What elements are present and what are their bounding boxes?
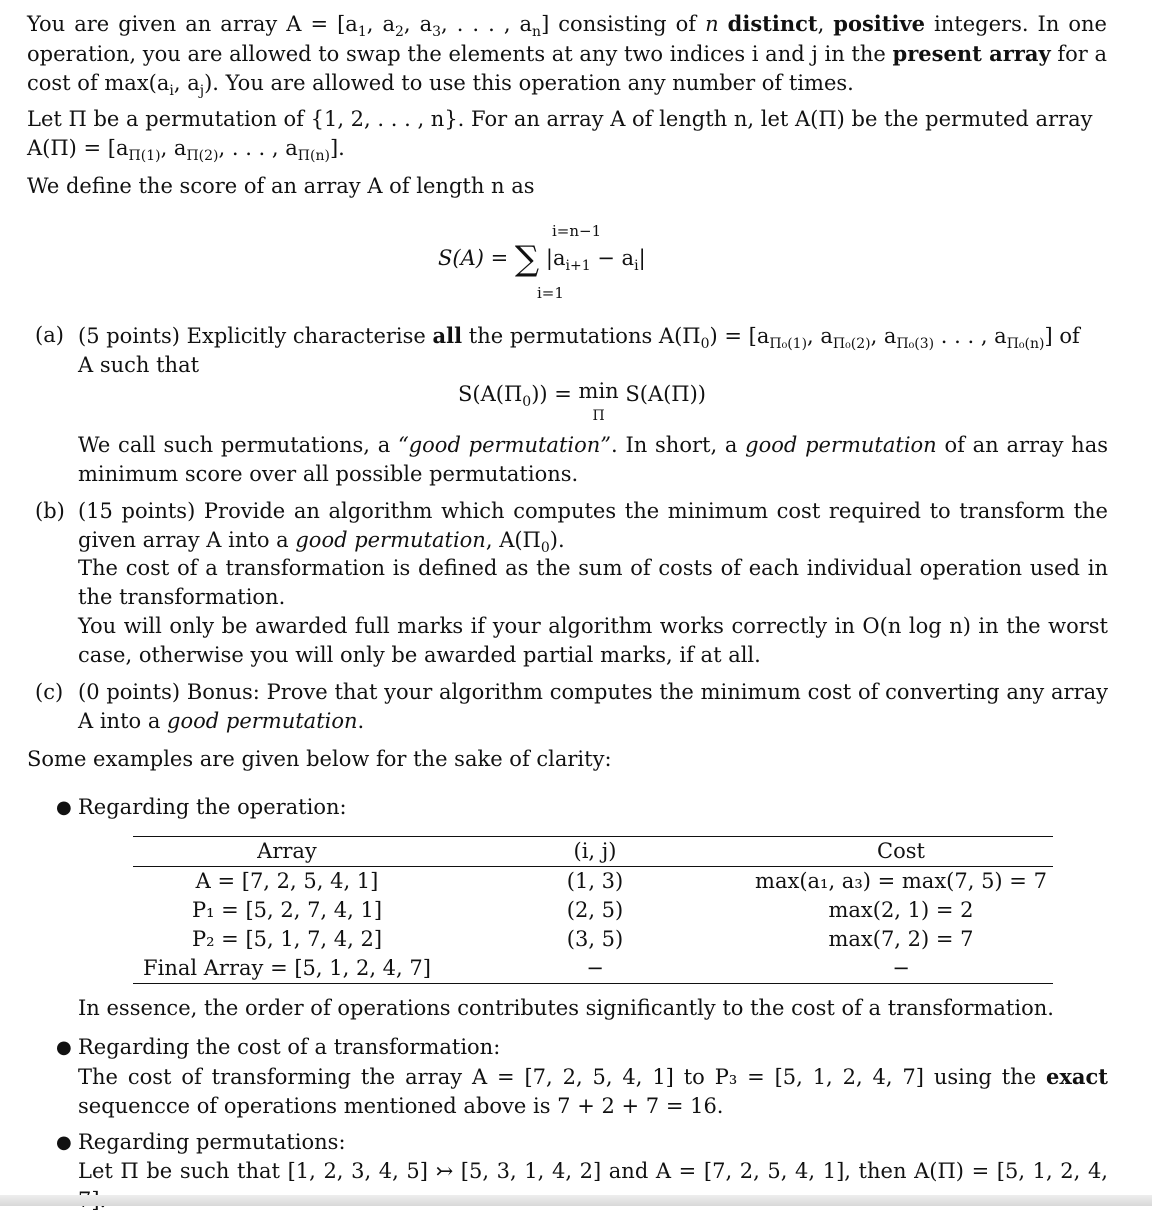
bullet-dot-icon: ● [56,1132,72,1153]
intro-bold-positive: positive [833,11,926,36]
table-cell-cost: max(2, 1) = 2 [828,898,974,922]
operations-table [133,836,1053,984]
bottom-edge-divider [0,1195,1152,1206]
intro-text-a: You are given an array A = [a [27,12,358,36]
bullet2-text [78,1033,1108,1121]
good-permutation-formula: $S(A(\Pi_0)) = \min$ Π S(A(Π)) [458,379,706,424]
part-a-call3: of an array has minimum score over all possible permutations. [78,433,1109,486]
part-b-text: (15 points) Provide an algorithm which computes the minimum cost required to transform the given array A into a good permutation, $A(\Pi_0)$. [78,499,1108,557]
intro-paragraph-2: Let Π be a permutation of {1, 2, . . . , n}. For an array A of length n, let A(Π) be the permuted array $A(\Pi) = [a_{\Pi(1)}$, $a_{\Pi(2)}$, . . . , $a_{\Pi(n)}$]. [27,107,1093,165]
part-a-points: (5 points) [78,324,180,348]
part-c-points: (0 points) [78,680,181,704]
intro-text-e: ). You are allowed to use this operation any number of times. [204,71,854,95]
part-a-bold-all: all [432,323,463,348]
bullet-dot-icon: ● [56,797,72,818]
intro-text-c: integers. In one operation, you are allowed to swap the elements at any two indices i and j in the [27,12,1107,66]
sum-symbol-icon: ∑ [514,239,540,279]
bullet1-heading: Regarding the operation: [78,795,347,819]
table-header-array: Array [133,837,441,867]
part-b-good-permutation: good permutation [295,528,486,552]
part-b-points: (15 points) [78,499,196,523]
part-a-call2: . In short, a [611,433,738,457]
part-b-cost-definition: The cost of a transformation is defined as the sum of costs of each individual operation used in the transformation. [78,556,1108,609]
score-lhs: S(A) = [438,246,509,270]
table-cell-ij: (1, 3) [566,869,624,893]
permuted-array-formula: A(Π) = [a [27,136,129,160]
permutation-definition: Let Π be a permutation of {1, 2, . . . , n}. For an array A of length n, let A(Π) be the permuted array [27,107,1093,131]
bullet2-text2: sequencce of operations mentioned above is 7 + 2 + 7 = 16. [78,1094,724,1118]
table-cell-array: P₁ = [5, 2, 7, 4, 1] [191,898,383,922]
table-cell-ij: (2, 5) [566,898,624,922]
min-score-lhs: S(A(Π [458,382,523,406]
sum-upper-limit: i=n−1 [552,222,602,240]
table-row [133,925,1053,954]
part-a-text: (5 points) Explicitly characterise all the permutations $A(\Pi_0) = [a_{\Pi_0(1)}$, $a_{\Pi_0(2)}$, $a_{\Pi_0(3)}$ . . . , $a_{\Pi_0(n)}$] of A such that [78,323,1080,377]
bullet-dot-icon: ● [56,1037,72,1058]
score-definition-intro: We define the score of an array A of length n as [27,174,535,198]
part-a-call1: We call such permutations, a [78,433,391,457]
table-row [133,896,1053,925]
bullet2-bold-exact: exact [1046,1064,1108,1089]
table-row [133,867,1053,897]
bullet2-heading: Regarding the cost of a transformation: [78,1035,501,1059]
bullet2-text1: The cost of transforming the array A = [7, 2, 5, 4, 1] to P₃ = [5, 1, 2, 4, 7] using the [78,1065,1037,1089]
part-a-text1: Explicitly characterise [186,324,426,348]
examples-intro: Some examples are given below for the sake of clarity: [27,747,612,771]
intro-text-b: consisting of [558,12,697,36]
part-b-complexity-note: You will only be awarded full marks if your algorithm works correctly in O(n log n) in the worst case, otherwise you will only be awarded partial marks, if at all. [78,614,1108,667]
part-c-text1b: . [357,709,365,733]
part-a-good-permutation-quote: “good permutation” [397,433,612,457]
table-cell-array: Final Array = [5, 1, 2, 4, 7] [133,954,441,984]
problem-page: You are given an array $A = [a_1$, $a_2$, $a_3$, . . . , $a_n$] consisting of n distinct, positive integers. In one operation, you are allowed to swap the elements at any two indices i and j in the present array for a cost of $\max(a_i$, $a_j$). You are allowed to use this operation any number of times. Let Π be a permutation of {1, 2, . . . , n}. For an array A of length n, let A(Π) be the permuted array $A(\Pi) = [a_{\Pi(1)}$, $a_{\Pi(2)}$, . . . , $a_{\Pi(n)}$]. We define the score of an array A of length n as i=n−1 S(A) = ∑ $|a_{i+1} - a_i|$ i=1 (a) (5 points) Explicitly characterise all the permutations $A(\Pi_0) = [a_{\Pi_0(1)}$, $a_{\Pi_0(2)}$, $a_{\Pi_0(3)}$ . . . , $a_{\Pi_0(n)}$] of A such that $S(A(\Pi_0)) = \min$ Π S(A(Π)) We call such permutations, a “good permutation”. In short, a good permutation of an array has minimum score over all possible permutations. (b) (15 points) Provide an algorithm which computes the minimum cost required to transform the given array A into a good permutation, $A(\Pi_0)$. The cost of a transformation is defined as the sum of costs of each individual operation used in the transformation. You will only be awarded full marks if your algorithm works correctly in O(n log n) in the worst case, otherwise you will only be awarded partial marks, if at all. (c) (0 points) Bonus: Prove that your algorithm computes the minimum cost of converting any array A into a good permutation. Some examples are given below for the sake of clarity: ● Regarding the operation: Array (i, j) Cost A = [7, 2, 5, 4, 1] (1, 3) max(a₁, a₃) = max(7, 5) = 7 P₁ = [5, 2, 7, 4, 1] (2, 5) max(2, 1) = 2 P₂ = [5, 1, 7, 4, 2] (3, 5) max(7, 2) = 7 Final Array = [5, 1, 2, 4, 7] − − In essence, the order of operations contributes significantly to the cost of a transformation. ● Regarding the cost of a transformation: The cost of transforming the array A = [7, 2, 5, 4, 1] to P₃ = [5, 1, 2, 4, 7] using the exact sequencce of operations mentioned above is 7 + 2 + 7 = 16. ● Regarding permutations: Let Π be such that [1, 2, 3, 4, 5] ↣ [5, 3, 1, 4, 2] and A = [7, 2, 5, 4, 1], then A(Π) = [5, 1, 2, 4, [0,0,1152,1206]
part-b-text1b: , A(Π [485,528,541,552]
part-a-text3: A such that [78,353,200,377]
min-operator: min [578,379,619,403]
part-c-text [78,678,1108,736]
bullet1-note: In essence, the order of operations contributes significantly to the cost of a transformation. [78,996,1054,1020]
table-cell-cost: max(7, 2) = 7 [828,927,974,951]
part-a-definition [78,431,1108,489]
sum-lower-limit: i=1 [537,284,564,302]
intro-paragraph-1: You are given an array $A = [a_1$, $a_2$, $a_3$, . . . , $a_n$] consisting of n distinct, positive integers. In one operation, you are allowed to swap the elements at any two indices i and j in the present array for a cost of $\max(a_i$, $a_j$). You are allowed to use this operation any number of times. [27,11,1107,100]
table-cell-array: A = [7, 2, 5, 4, 1] [195,869,379,893]
table-cell-array: P₂ = [5, 1, 7, 4, 2] [191,927,383,951]
bullet3-example: Let Π be such that [1, 2, 3, 4, 5] ↣ [5, 3, 1, 4, 2] and A = [7, 2, 5, 4, 1], then A(Π) = [5, 1, 2, 4, [78,1159,1108,1183]
table-cell-ij: − [441,954,749,984]
intro-bold-present-array: present array [892,41,1051,66]
part-b-label: (b) [35,499,65,523]
intro-text-d: for a cost of max(a [27,42,1107,95]
part-a-good-permutation: good permutation [745,433,937,457]
intro-bold-distinct: distinct [727,11,818,36]
part-c-text1: Bonus: Prove that your algorithm computes the minimum cost of converting any array A into a [78,680,1108,733]
part-c-good-permutation: good permutation [167,709,358,733]
score-body: |a [545,246,566,270]
table-header-row [133,837,1053,867]
table-header-cost: Cost [749,837,1053,867]
table-header-ij: (i, j) [441,837,749,867]
part-b-text1: Provide an algorithm which computes the minimum cost required to transform the given array A into a [78,499,1108,552]
table-row [133,954,1053,984]
part-c-label: (c) [35,680,64,704]
part-a-label: (a) [35,323,64,347]
bullet3-heading: Regarding permutations: [78,1130,346,1154]
min-subscript: Π [592,408,605,424]
table-cell-cost: max(a₁, a₃) = max(7, 5) = 7 [755,869,1047,893]
table-cell-cost: − [749,954,1053,984]
table-cell-ij: (3, 5) [566,927,624,951]
part-a-text2: the permutations A(Π [468,324,701,348]
